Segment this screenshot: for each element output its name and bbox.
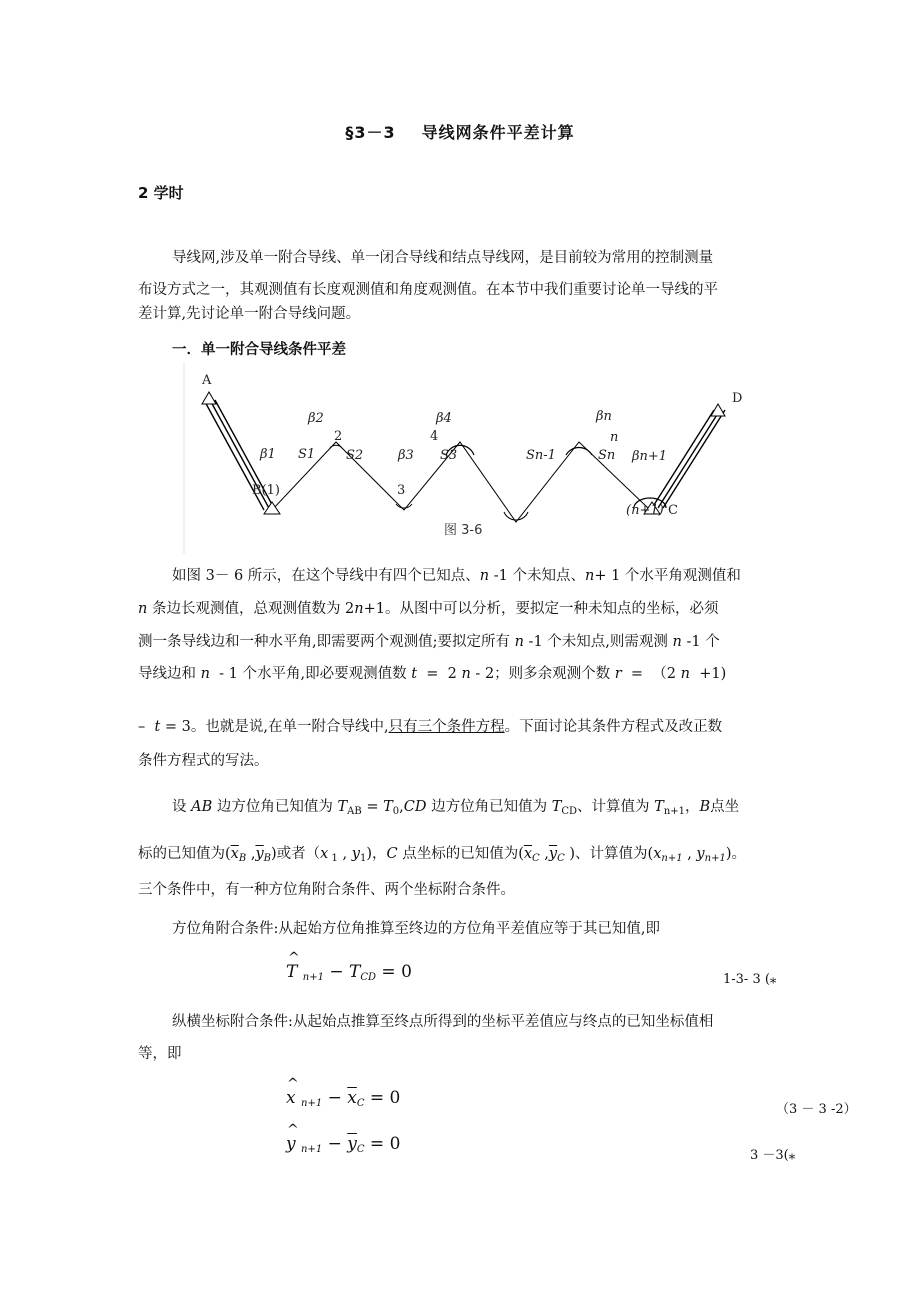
para1-line-1: 如图 3－ 6 所示，在这个导线中有四个已知点、n -1 个未知点、n+ 1 个水平角观测值和 bbox=[172, 568, 741, 584]
para1-line-4: 导线边和 n - 1 个水平角,即必要观测值数 t = 2 n - 2；则多余观测个数 r = （2 n +1) bbox=[138, 666, 727, 682]
para2-line-1: 设 AB 边方位角已知值为 $T_{AB} = T_0,CD$ 边方位角已知值为 $T_{CD}$、计算值为 $T_{n+1}$，B点坐 bbox=[172, 799, 740, 817]
equation-2: ^ x $_{n+1} - \overline{x}_C = 0$ bbox=[286, 1076, 401, 1109]
para4-line-1: 纵横坐标附合条件:从起始点推算至终点所得到的坐标平差值应与终点的已知坐标值相 bbox=[172, 1014, 714, 1030]
label-bn1: βn+1 bbox=[632, 449, 668, 464]
label-b3: β3 bbox=[398, 448, 414, 463]
label-p3: 3 bbox=[397, 483, 406, 498]
page-title bbox=[0, 120, 920, 143]
intro-line-2: 布设方式之一，其观测值有长度观测值和角度观测值。在本节中我们重要讨论单一导线的平 bbox=[138, 282, 718, 298]
label-p4: 4 bbox=[430, 429, 439, 444]
para1-line-6: 条件方程式的写法。 bbox=[138, 753, 269, 769]
figure-caption: 图 3-6 bbox=[444, 523, 483, 538]
class-hours: 2 学时 bbox=[138, 184, 184, 202]
para1-line-2: n 条边长观测值，总观测值数为 2n+1。从图中可以分析，要拟定一种未知点的坐标，必须 bbox=[138, 601, 719, 617]
label-nc: (n+1) bbox=[626, 503, 664, 518]
subsection-heading: 一．单一附合导线条件平差 bbox=[172, 342, 346, 358]
para3: 方位角附合条件:从起始方位角推算至终边的方位角平差值应等于其已知值,即 bbox=[172, 921, 660, 937]
label-b1: β1 bbox=[260, 447, 276, 462]
label-p2: 2 bbox=[334, 429, 343, 444]
para4-line-2: 等，即 bbox=[138, 1046, 182, 1062]
label-pn: n bbox=[610, 430, 619, 445]
intro-line-3: 差计算,先讨论单一附合导线问题。 bbox=[138, 306, 361, 322]
equation-1-number: 1-3- 3 (⁎ bbox=[723, 972, 777, 987]
section-number: §3－3 bbox=[345, 123, 396, 142]
label-b: B(1) bbox=[252, 483, 280, 498]
para1-line-5: – t = 3。也就是说,在单一附合导线中,只有三个条件方程。下面讨论其条件方程式及改正数 bbox=[138, 719, 723, 735]
label-bn: βn bbox=[596, 409, 612, 424]
underlined-phrase: 只有三个条件方程 bbox=[388, 719, 505, 735]
equation-2-number: （3 － 3 -2） bbox=[776, 1102, 857, 1117]
equation-1: ^ T $_{n+1} - T_{CD} = 0$ bbox=[286, 950, 412, 983]
label-b4: β4 bbox=[436, 411, 452, 426]
section-name: 导线网条件平差计算 bbox=[421, 123, 575, 142]
label-s2: S2 bbox=[346, 448, 364, 463]
label-s1: S1 bbox=[298, 447, 316, 462]
label-a: A bbox=[202, 373, 212, 388]
equation-3: ^ y $_{n+1} - \overline{y}_C = 0$ bbox=[286, 1122, 401, 1155]
label-c: C bbox=[668, 503, 678, 518]
label-sn1: Sn-1 bbox=[526, 448, 556, 463]
label-b2: β2 bbox=[308, 411, 324, 426]
label-sn: Sn bbox=[598, 448, 616, 463]
para2-line-3: 三个条件中，有一种方位角附合条件、两个坐标附合条件。 bbox=[138, 882, 515, 898]
label-s3: S3 bbox=[440, 448, 458, 463]
equation-3-number: 3 －3(⁎ bbox=[750, 1148, 796, 1163]
label-d: D bbox=[732, 391, 743, 406]
intro-line-1: 导线网,涉及单一附合导线、单一闭合导线和结点导线网，是目前较为常用的控制测量 bbox=[172, 250, 714, 266]
para1-line-3: 测一条导线边和一种水平角,即需要两个观测值;要拟定所有 n -1 个未知点,则需观测 n -1 个 bbox=[138, 634, 720, 650]
traverse-figure bbox=[182, 362, 772, 554]
para2-line-2: 标的已知值为($\overline{x}_B$ $,\overline{y}_B$)或者（x $_1$ , $y_1$)，C 点坐标的已知值为($\overline{x}_C$ $,\overline{y}_C$ )、计算值为($x_{n+1}$ , $y_{n+1}$)。 bbox=[138, 846, 746, 864]
